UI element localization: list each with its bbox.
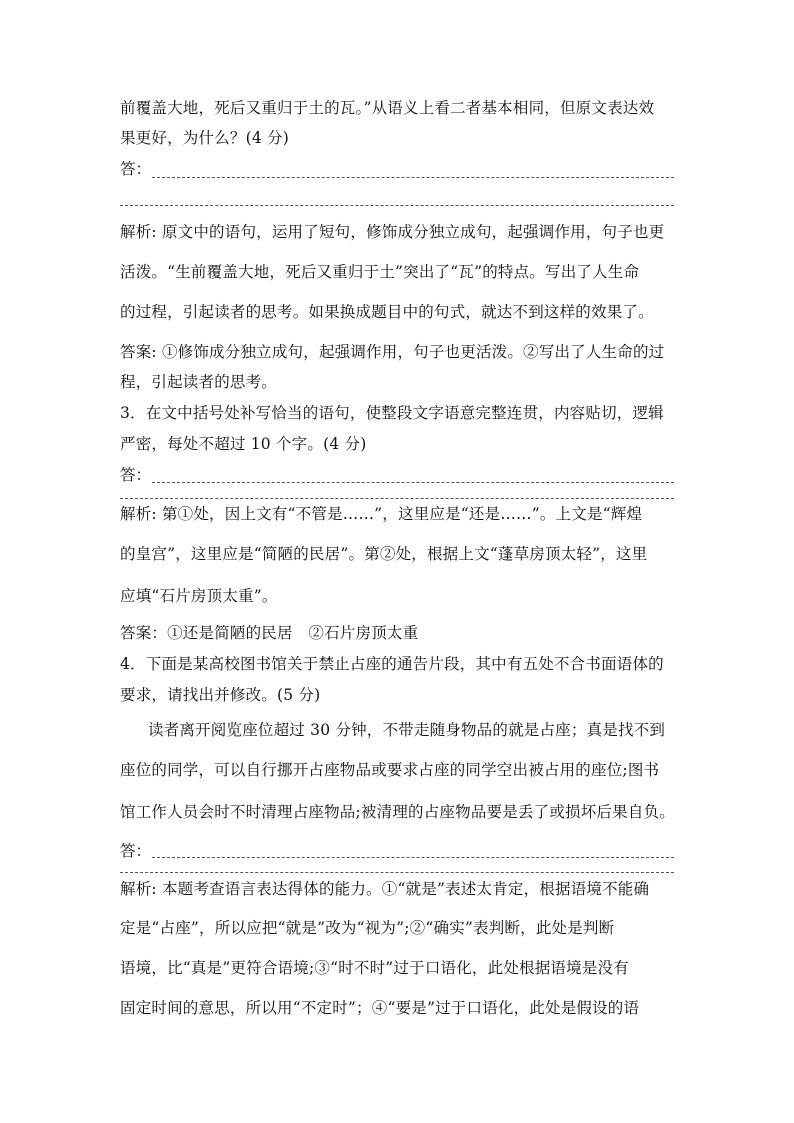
q3-explanation-line-1: 解析: 第①处，因上文有“不管是……”，这里应是“还是……”。上文是“辉煌 [120,505,643,523]
q4-explanation-line-2: 定是“占座”，所以应把“就是”改为“视为”;②“确实”表判断，此处是判断 [120,919,615,937]
q2-key-line-1: 答案: ①修饰成分独立成句，起强调作用，句子也更活泼。②写出了人生命的过 [120,343,665,361]
q2-answer-rule-2 [120,205,674,206]
q4-explanation-line-4: 固定时间的意思，所以用“不定时”；④“要是”过于口语化，此处是假设的语 [120,999,640,1017]
q2-explanation-line-3: 的过程，引起读者的思考。如果换成题目中的句式，就达不到这样的效果了。 [120,303,654,321]
q4-explanation-line-3: 语境，比“真是”更符合语境;③“时不时”过于口语化，此处根据语境是没有 [120,959,629,977]
q4-passage-line-2: 座位的同学，可以自行挪开占座物品或要求占座的同学空出被占用的座位;图书 [120,761,660,779]
q2-key-line-2: 程，引起读者的思考。 [120,373,278,391]
q4-explanation-line-1: 解析: 本题考查语言表达得体的能力。①“就是”表述太肯定，根据语境不能确 [120,880,650,898]
q3-answer-rule-1 [152,482,674,483]
q4-passage-line-1: 读者离开阅览座位超过 30 分钟，不带走随身物品的就是占座；真是找不到 [148,721,666,739]
q3-explanation-line-2: 的皇宫”，这里应是“简陋的民居”。第②处，根据上文“蓬草房顶太轻”，这里 [120,545,648,563]
q4-answer-rule-1 [152,857,674,858]
q4-question-line-1: 4．下面是某高校图书馆关于禁止占座的通告片段，其中有五处不合书面语体的 [120,655,664,673]
q4-answer-label: 答： [120,842,152,860]
q2-explanation-line-2: 活泼。“生前覆盖大地，死后又重归于土”突出了“瓦”的特点。写出了人生命 [120,263,640,281]
q4-question-line-2: 要求，请找出并修改。(5 分) [120,686,321,704]
q4-answer-rule-2 [120,872,674,873]
q2-question-line-2: 果更好，为什么？(4 分) [120,129,289,147]
q2-question-line-1: 前覆盖大地，死后又重归于土的瓦。”从语义上看二者基本相同，但原文表达效 [120,99,655,117]
q2-answer-rule-1 [152,177,674,178]
q3-answer-rule-2 [120,498,674,499]
q2-explanation-line-1: 解析: 原文中的语句，运用了短句，修饰成分独立成句，起强调作用，句子也更 [120,223,665,241]
q3-question-line-2: 严密，每处不超过 10 个字。(4 分) [120,435,367,453]
q4-passage-line-3: 馆工作人员会时不时清理占座物品;被清理的占座物品要是丢了或损坏后果自负。 [120,803,675,821]
q3-answer-label: 答： [120,466,152,484]
q2-answer-label: 答： [120,160,152,178]
q3-question-line-1: 3．在文中括号处补写恰当的语句，使整段文字语意完整连贯，内容贴切，逻辑 [120,404,664,422]
q3-key-line-1: 答案：①还是简陋的民居 ②石片房顶太重 [120,624,419,642]
q3-explanation-line-3: 应填“石片房顶太重”。 [120,587,278,605]
